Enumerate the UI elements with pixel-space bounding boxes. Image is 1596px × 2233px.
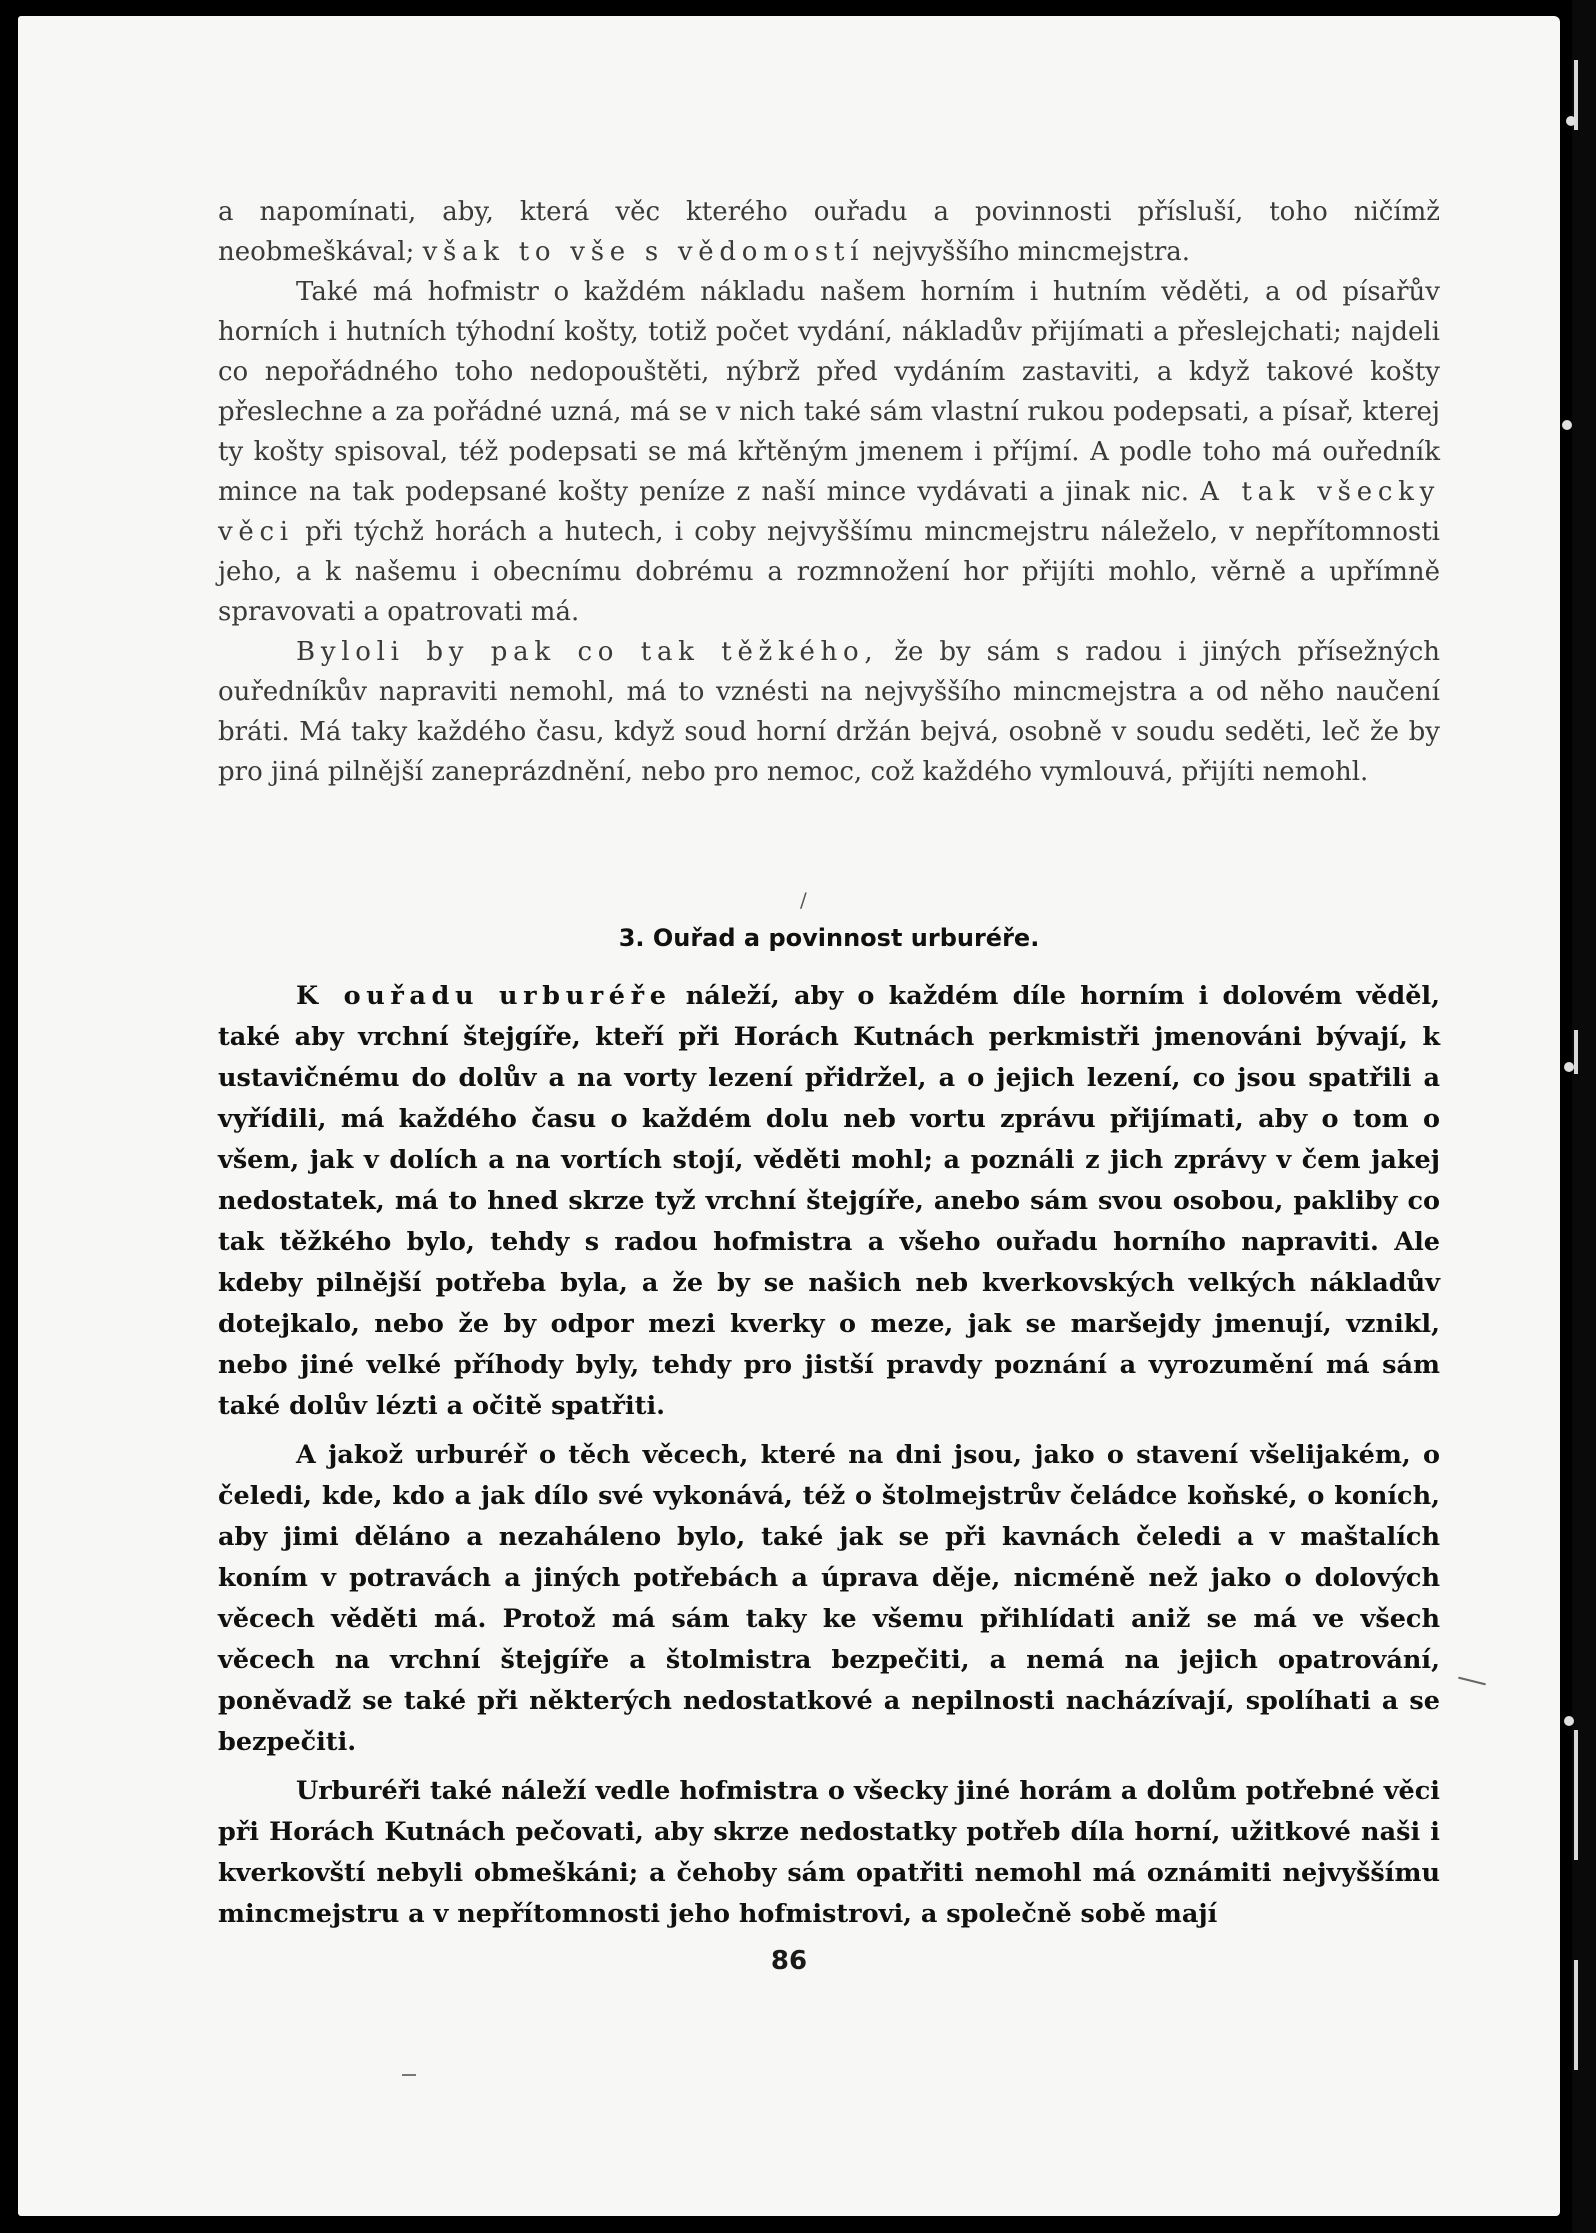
spaced-emphasis: A tak všecky věci — [218, 477, 1440, 547]
paragraph-text: a napomínati, aby, která věc kterého ouřadu a povinnosti přísluší, toho ničímž neobmeškával; — [218, 197, 1440, 267]
paragraph-urburer-ourad — [218, 976, 1440, 1427]
lower-text-block — [218, 976, 1440, 1935]
stray-tick-mark: / — [800, 888, 807, 912]
paragraph-potreby-hor: Urburéři také náleží vedle hofmistra o všecky jiné horám a dolům potřebné věci při Horách Kutnách pečovati, aby skrze nedostatky potřeb díla horní, užitkové naši i kverkovští nebyli obmeškáni; a čehoby sám opatřiti nemohl má oznámiti nejvyššímu mincmejstru a v nepřítomnosti jeho hofmistrovi, a společně sobě mají — [218, 1776, 1440, 1929]
page-number: 86 — [770, 1946, 808, 1976]
edge-line-mark — [1574, 1730, 1578, 1860]
section-heading: 3. Ouřad a povinnost urburéře. — [618, 924, 1040, 952]
scan-edge-shadow — [1572, 0, 1596, 2233]
margin-pencil-mark — [1458, 1677, 1486, 1686]
paragraph-veci-na-dni: A jakož urburéř o těch věcech, které na dni jsou, jako o stavení všelijakém, o čeledi, kde, kdo a jak dílo své vykonává, též o štolmejstrův čeládce koňské, o koních, aby jimi děláno a nezaháleno bylo, také jak se při kavnách čeledi a v maštalích koním v potravách a jiných potřebách a úprava děje, nicméně než jako o dolových věcech věděti má. Protož má sám taky ke všemu přihlídati aniž se má ve všech věcech na vrchní štejgíře a štolmistra bezpečiti, a nemá na jejich opatrování, poněvadž se také při některých nedostatkové a nepilnosti nacházívají, spolíhati a se bezpečiti. — [218, 1440, 1440, 1757]
paragraph-continuation — [218, 192, 1440, 272]
edge-dot-mark — [1564, 1716, 1574, 1726]
bottom-pencil-mark — [402, 2074, 416, 2076]
paragraph-text: při týchž horách a hutech, i coby nejvyššímu mincmejstru náleželo, v nepřítomnosti jeho, a k našemu i obecnímu dobrému a rozmnožení hor přijíti mohlo, věrně a upřímně spravovati a opatrovati má. — [218, 517, 1440, 627]
paragraph-hofmistr-naklady — [218, 272, 1440, 632]
edge-line-mark — [1574, 1960, 1578, 2070]
spaced-emphasis: Byloli by pak co tak těžkého, — [296, 637, 879, 667]
paragraph-text: že by sám s radou i jiných přísežných ouředníkův napraviti nemohl, má to vznésti na nejvyššího mincmejstra a od něho naučení bráti. Má taky každého času, když soud horní držán bejvá, osobně v soudu seděti, leč že by pro jiná pilnější zaneprázdnění, nebo pro nemoc, což každého vymlouvá, přijíti nemohl. — [218, 637, 1440, 787]
edge-line-mark — [1574, 1030, 1578, 1074]
paragraph-tezke-veci — [218, 632, 1440, 792]
spaced-emphasis: K ouřadu urburéře — [296, 981, 672, 1011]
paragraph-text: nejvyššího mincmejstra. — [864, 237, 1191, 267]
paragraph-text: náleží, aby o každém díle horním i dolovém věděl, také aby vrchní štejgíře, kteří při Horách Kutnách perkmistři jmenováni bývají, k ustavičnému do dolův a na vorty lezení přidržel, a o jejich lezení, co jsou spatřili a vyřídili, má každého času o každém dolu neb vortu zprávu přijímati, aby o tom o všem, jak v dolích a na vortích stojí, věděti mohl; a poználi z jich zprávy v čem jakej nedostatek, má to hned skrze tyž vrchní štejgíře, anebo sám svou osobou, pakliby co tak těžkého bylo, tehdy s radou hofmistra a všeho ouřadu horního napraviti. Ale kdeby pilnější potřeba byla, a že by se našich neb kverkovských velkých nákladův dotejkalo, nebo že by odpor mezi kverky o meze, jak se maršejdy jmenují, vznikl, nebo jiné velké příhody byly, tehdy pro jistší pravdy poznání a vyrozumění má sám také dolův lézti a očitě spatřiti. — [218, 981, 1441, 1421]
upper-text-block — [218, 192, 1440, 792]
edge-dot-mark — [1564, 1062, 1574, 1072]
book-page — [18, 16, 1560, 2216]
edge-dot-mark — [1562, 420, 1572, 430]
paragraph-text: Také má hofmistr o každém nákladu našem horním i hutním věděti, a od písařův horních i hutních týhodní košty, totiž počet vydání, nákladův přijímati a přeslejchati; najdeli co nepořádného toho nedopouštěti, nýbrž před vydáním zastaviti, a když takové košty přeslechne a za pořádné uzná, má se v nich také sám vlastní rukou podepsati, a písař, kterej ty košty spisoval, též podepsati se má křtěným jmenem i příjmí. A podle toho má ouředník mince na tak podepsané košty peníze z naší mince vydávati a jinak nic. — [218, 277, 1440, 507]
edge-dot-mark — [1566, 116, 1576, 126]
spaced-emphasis: však to vše s vědomostí — [422, 237, 865, 267]
